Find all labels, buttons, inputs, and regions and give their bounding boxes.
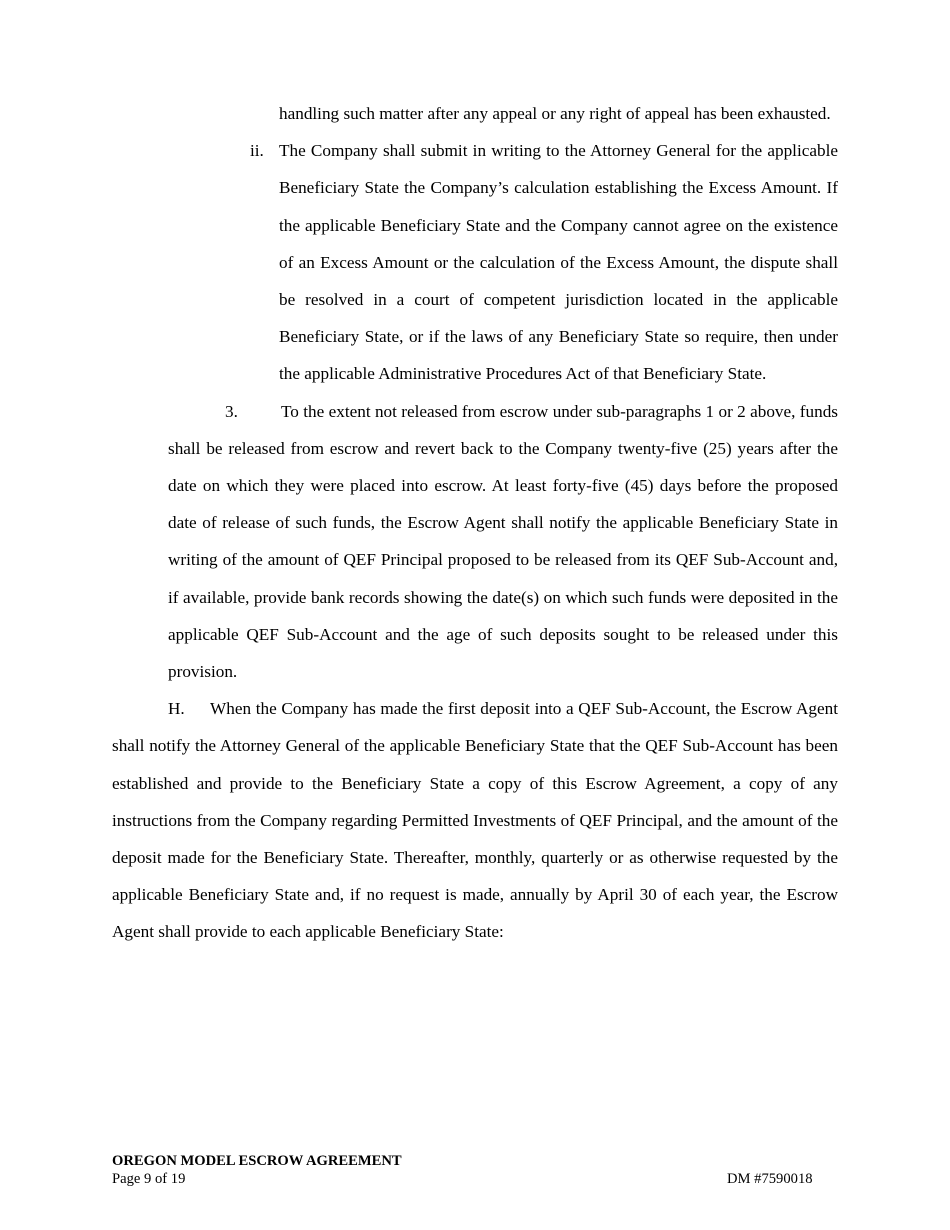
list-item-ii-text: The Company shall submit in writing to the Attorney General for the applicable Beneficiary State the Company’s calculation establishing the Excess Amount. If the applicable Beneficiary State and the Company cannot agree on the existence of an Excess Amount or the calculation of the Excess Amount, the dispute shall be resolved in a court of competent jurisdiction located in the applicable Beneficiary State, or if the laws of any Beneficiary State so require, then under the applicable Administrative Procedures Act of that Beneficiary State.	[279, 141, 838, 384]
footer-page-number: Page 9 of 19	[112, 1171, 186, 1187]
paragraph-3-text: To the extent not released from escrow under sub-paragraphs 1 or 2 above, funds shall be released from escrow and revert back to the Company twenty-five (25) years after the date on which they were placed into escrow. At least forty-five (45) days before the proposed date of release of such funds, the Escrow Agent shall notify the applicable Beneficiary State in writing of the amount of QEF Principal proposed to be released from its QEF Sub-Account and, if available, provide bank records showing the date(s) on which such funds were deposited in the applicable QEF Sub-Account and the age of such deposits sought to be released under this provision.	[168, 401, 838, 682]
document-body	[112, 95, 838, 951]
paragraph-h-letter: H.	[168, 699, 185, 719]
paragraph-h-text: When the Company has made the first deposit into a QEF Sub-Account, the Escrow Agent shall notify the Attorney General of the applicable Beneficiary State that the QEF Sub-Account has been established and provide to the Beneficiary State a copy of this Escrow Agreement, a copy of any instructions from the Company regarding Permitted Investments of QEF Principal, and the amount of the deposit made for the Beneficiary State. Thereafter, monthly, quarterly or as otherwise requested by the applicable Beneficiary State and, if no request is made, annually by April 30 of each year, the Escrow Agent shall provide to each applicable Beneficiary State:	[112, 699, 838, 942]
continuation-text: handling such matter after any appeal or any right of appeal has been exhausted.	[279, 104, 831, 123]
paragraph-h	[112, 690, 838, 950]
list-item-ii	[112, 132, 838, 392]
paragraph-3	[112, 393, 838, 691]
list-item-ii-marker: ii.	[250, 141, 264, 161]
footer-document-title: OREGON MODEL ESCROW AGREEMENT	[112, 1153, 402, 1169]
paragraph-3-number: 3.	[225, 401, 238, 421]
footer-document-id: DM #7590018	[727, 1171, 813, 1187]
